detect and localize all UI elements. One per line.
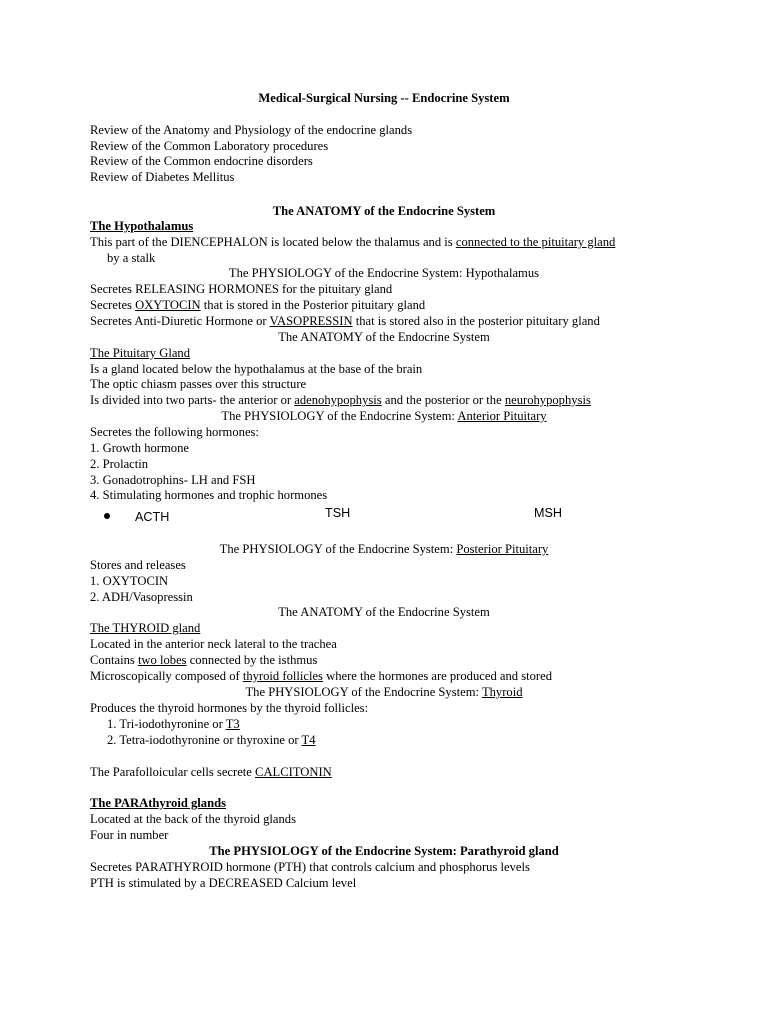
- underlined-term: OXYTOCIN: [135, 298, 201, 312]
- underlined-term: Posterior Pituitary: [456, 542, 549, 556]
- text-segment: Secretes Anti-Diuretic Hormone or: [90, 314, 270, 328]
- underlined-term: two lobes: [137, 653, 187, 667]
- parathyroid-line-1: Located at the back of the thyroid glands: [90, 812, 296, 826]
- underlined-term: Anterior Pituitary: [457, 409, 547, 423]
- hypothalamus-secretes-3: [90, 314, 600, 330]
- hypothalamus-secretes-1: Secretes RELEASING HORMONES for the pituitary gland: [90, 282, 393, 296]
- list-item: 1. OXYTOCIN: [90, 574, 169, 588]
- list-item: [107, 717, 240, 733]
- pituitary-heading: The Pituitary Gland: [90, 346, 191, 360]
- hormone-table-cell: ACTH: [135, 510, 170, 524]
- hypothalamus-line-1: [90, 235, 615, 251]
- thyroid-heading: The THYROID gland: [90, 621, 201, 635]
- text-segment: 2. Tetra-iodothyronine or thyroxine or: [107, 733, 302, 747]
- list-item: [107, 733, 316, 749]
- parathyroid-heading: [90, 796, 226, 812]
- underlined-term: CALCITONIN: [255, 765, 332, 779]
- anatomy-heading: The ANATOMY of the Endocrine System: [272, 204, 496, 218]
- text-segment: The Parafolloicular cells secrete: [90, 765, 256, 779]
- list-item: 4. Stimulating hormones and trophic hormones: [90, 488, 328, 502]
- bullet-icon: [104, 513, 110, 519]
- text-segment: Contains: [90, 653, 138, 667]
- posterior-stores: Stores and releases: [90, 558, 186, 572]
- review-item: Review of Diabetes Mellitus: [90, 170, 235, 184]
- text-segment: The PHYSIOLOGY of the Endocrine System:: [219, 542, 457, 556]
- thyroid-line-1: Located in the anterior neck lateral to the trachea: [90, 637, 337, 651]
- review-item: Review of the Common endocrine disorders: [90, 154, 313, 168]
- underlined-term: VASOPRESSIN: [269, 314, 353, 328]
- thyroid-produces: Produces the thyroid hormones by the thyroid follicles:: [90, 701, 369, 715]
- text-segment: where the hormones are produced and stored: [322, 669, 553, 683]
- text-segment: Microscopically composed of: [90, 669, 243, 683]
- underlined-term: thyroid follicles: [242, 669, 323, 683]
- text-segment: The PHYSIOLOGY of the Endocrine System:: [221, 409, 458, 423]
- underlined-term: Thyroid: [481, 685, 523, 699]
- document-title: Medical-Surgical Nursing -- Endocrine System: [258, 91, 510, 105]
- text-segment: that is stored in the Posterior pituitary gland: [200, 298, 426, 312]
- hypothalamus-heading: The Hypothalamus: [90, 219, 194, 233]
- text-segment: and the posterior or the: [381, 393, 505, 407]
- physiology-heading-posterior: [0, 542, 768, 558]
- list-item: 2. Prolactin: [90, 457, 149, 471]
- parathyroid-line-2: Four in number: [90, 828, 169, 842]
- thyroid-line-2: [90, 653, 317, 669]
- anatomy-heading-2: The ANATOMY of the Endocrine System: [278, 330, 490, 344]
- physiology-heading-thyroid: [0, 685, 768, 701]
- pituitary-line-2: The optic chiasm passes over this structure: [90, 377, 307, 391]
- text-segment: 1. Tri-iodothyronine or: [107, 717, 226, 731]
- parathyroid-pth: PTH is stimulated by a DECREASED Calcium level: [90, 876, 357, 890]
- pituitary-line-3: [90, 393, 591, 409]
- thyroid-line-3: [90, 669, 552, 685]
- text-segment: Secretes: [90, 298, 136, 312]
- list-item: 2. ADH/Vasopressin: [90, 590, 193, 604]
- pituitary-line-1: Is a gland located below the hypothalamus at the base of the brain: [90, 362, 423, 376]
- text-segment: Is divided into two parts- the anterior or: [90, 393, 295, 407]
- list-item: 1. Growth hormone: [90, 441, 189, 455]
- text-segment: This part of the DIENCEPHALON is located below the thalamus and is: [90, 235, 456, 249]
- hormone-table-cell: MSH: [534, 506, 562, 520]
- hypothalamus-line-1-cont: by a stalk: [107, 251, 156, 265]
- hypothalamus-secretes-2: [90, 298, 425, 314]
- physiology-heading-parathyroid: The PHYSIOLOGY of the Endocrine System: Parathyroid gland: [209, 844, 559, 858]
- underlined-term: neurohypophysis: [504, 393, 591, 407]
- text-segment: connected by the isthmus: [186, 653, 318, 667]
- calcitonin-line: [90, 765, 332, 781]
- text-segment: that is stored also in the posterior pituitary gland: [352, 314, 600, 328]
- text-segment: The PHYSIOLOGY of the Endocrine System:: [245, 685, 482, 699]
- underlined-term: adenohypophysis: [294, 393, 382, 407]
- text-segment: thyroid glands: [148, 796, 226, 810]
- underlined-term: T3: [225, 717, 240, 731]
- list-item: 3. Gonadotrophins- LH and FSH: [90, 473, 256, 487]
- hormone-table-cell: TSH: [325, 506, 351, 520]
- underlined-term: connected to the pituitary gland: [455, 235, 616, 249]
- anatomy-heading-3: The ANATOMY of the Endocrine System: [278, 605, 490, 619]
- physiology-heading-hypothalamus: The PHYSIOLOGY of the Endocrine System: Hypothalamus: [228, 266, 540, 280]
- parathyroid-secretes: Secretes PARATHYROID hormone (PTH) that controls calcium and phosphorus levels: [90, 860, 530, 874]
- text-segment: The PARA: [90, 796, 149, 810]
- pituitary-secretes: Secretes the following hormones:: [90, 425, 259, 439]
- review-item: Review of the Common Laboratory procedures: [90, 139, 329, 153]
- underlined-term: T4: [301, 733, 316, 747]
- review-item: Review of the Anatomy and Physiology of the endocrine glands: [90, 123, 413, 137]
- physiology-heading-anterior: [0, 409, 768, 425]
